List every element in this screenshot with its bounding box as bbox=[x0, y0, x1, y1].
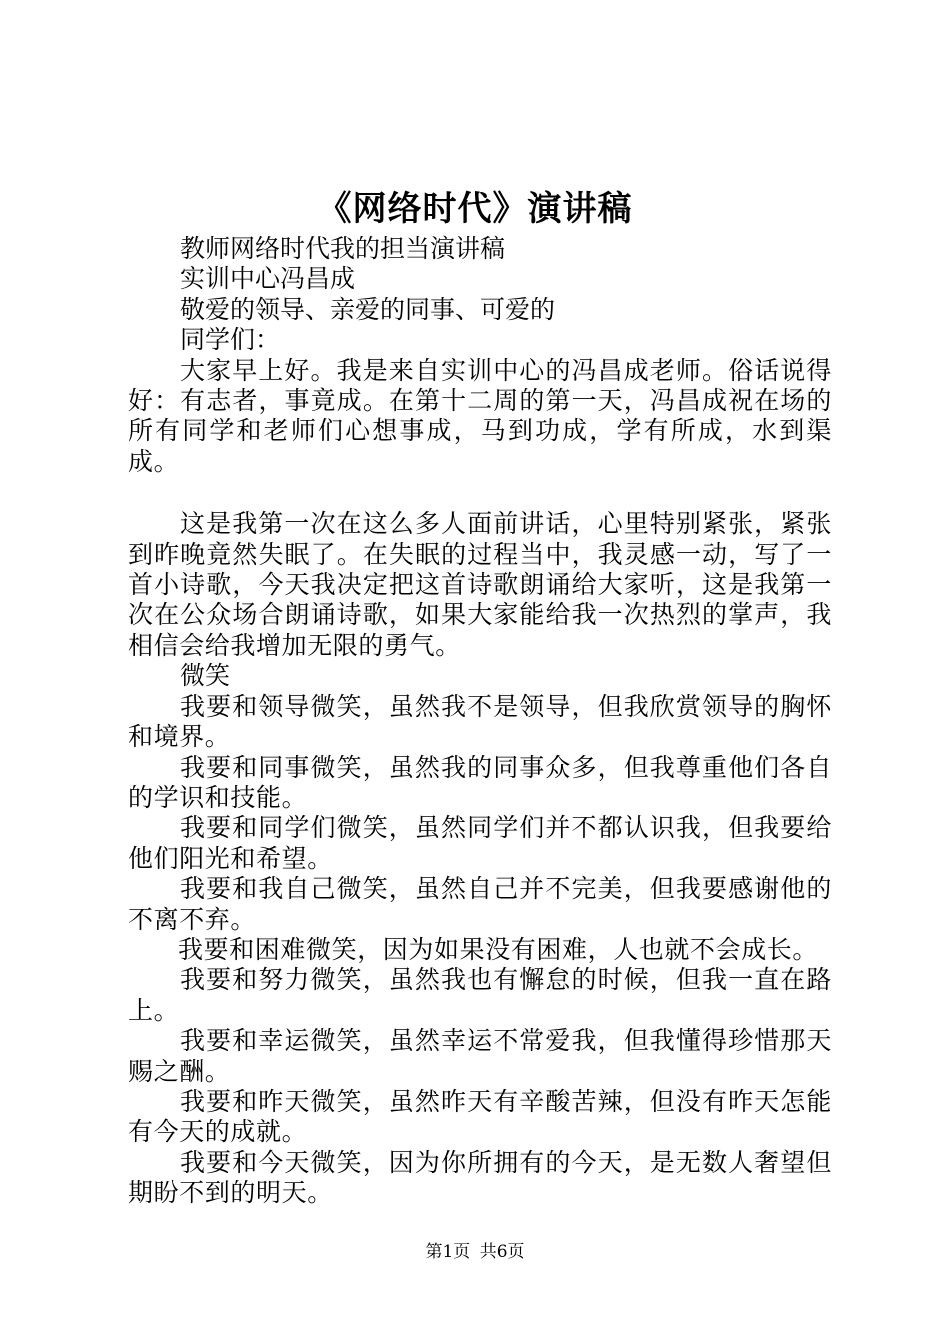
poem-stanza: 我要和同事微笑，虽然我的同事众多，但我尊重他们各自的学识和技能。 bbox=[128, 752, 832, 812]
poem-title: 微笑 bbox=[180, 661, 231, 691]
paragraph: 大家早上好。我是来自实训中心的冯昌成老师。俗话说得好：有志者，事竟成。在第十二周的第一天，冯昌成祝在场的所有同学和老师们心想事成，马到功成，学有所成，水到渠成。 bbox=[128, 355, 832, 476]
subtitle-line: 教师网络时代我的担当演讲稿 bbox=[180, 234, 506, 263]
page-title: 《网络时代》演讲稿 bbox=[317, 189, 633, 229]
page-footer bbox=[0, 1240, 950, 1264]
poem-stanza: 我要和幸运微笑，虽然幸运不常爱我，但我懂得珍惜那天赐之酬。 bbox=[128, 1026, 832, 1086]
paragraph: 这是我第一次在这么多人面前讲话，心里特别紧张，紧张到昨晚竟然失眠了。在失眠的过程当中，我灵感一动，写了一首小诗歌，今天我决定把这首诗歌朗诵给大家听，这是我第一次在公众场合朗诵诗歌，如果大家能给我一次热烈的掌声，我相信会给我增加无限的勇气。 bbox=[128, 509, 832, 660]
poem-stanza: 我要和困难微笑，因为如果没有困难，人也就不会成长。 bbox=[178, 934, 819, 964]
poem-stanza: 我要和昨天微笑，虽然昨天有辛酸苦辣，但没有昨天怎能有今天的成就。 bbox=[128, 1086, 832, 1147]
poem-stanza: 我要和努力微笑，虽然我也有懈怠的时候，但我一直在路上。 bbox=[128, 965, 832, 1025]
document-body bbox=[128, 234, 832, 1209]
poem-stanza: 我要和领导微笑，虽然我不是领导，但我欣赏领导的胸怀和境界。 bbox=[128, 691, 832, 752]
paragraph-gap bbox=[128, 477, 832, 509]
page-total: 共6页 bbox=[479, 1242, 525, 1262]
poem-stanza: 我要和今天微笑，因为你所拥有的今天，是无数人奢望但期盼不到的明天。 bbox=[128, 1147, 832, 1208]
poem-stanza: 我要和我自己微笑，虽然自己并不完美，但我要感谢他的不离不弃。 bbox=[128, 874, 832, 934]
poem-stanza: 我要和同学们微笑，虽然同学们并不都认识我，但我要给他们阳光和希望。 bbox=[128, 813, 832, 873]
salutation-line: 敬爱的领导、亲爱的同事、可爱的 bbox=[180, 294, 556, 324]
salutation-line: 同学们： bbox=[180, 325, 281, 355]
page-number: 第1页 bbox=[425, 1242, 471, 1262]
author-line: 实训中心冯昌成 bbox=[180, 264, 356, 294]
